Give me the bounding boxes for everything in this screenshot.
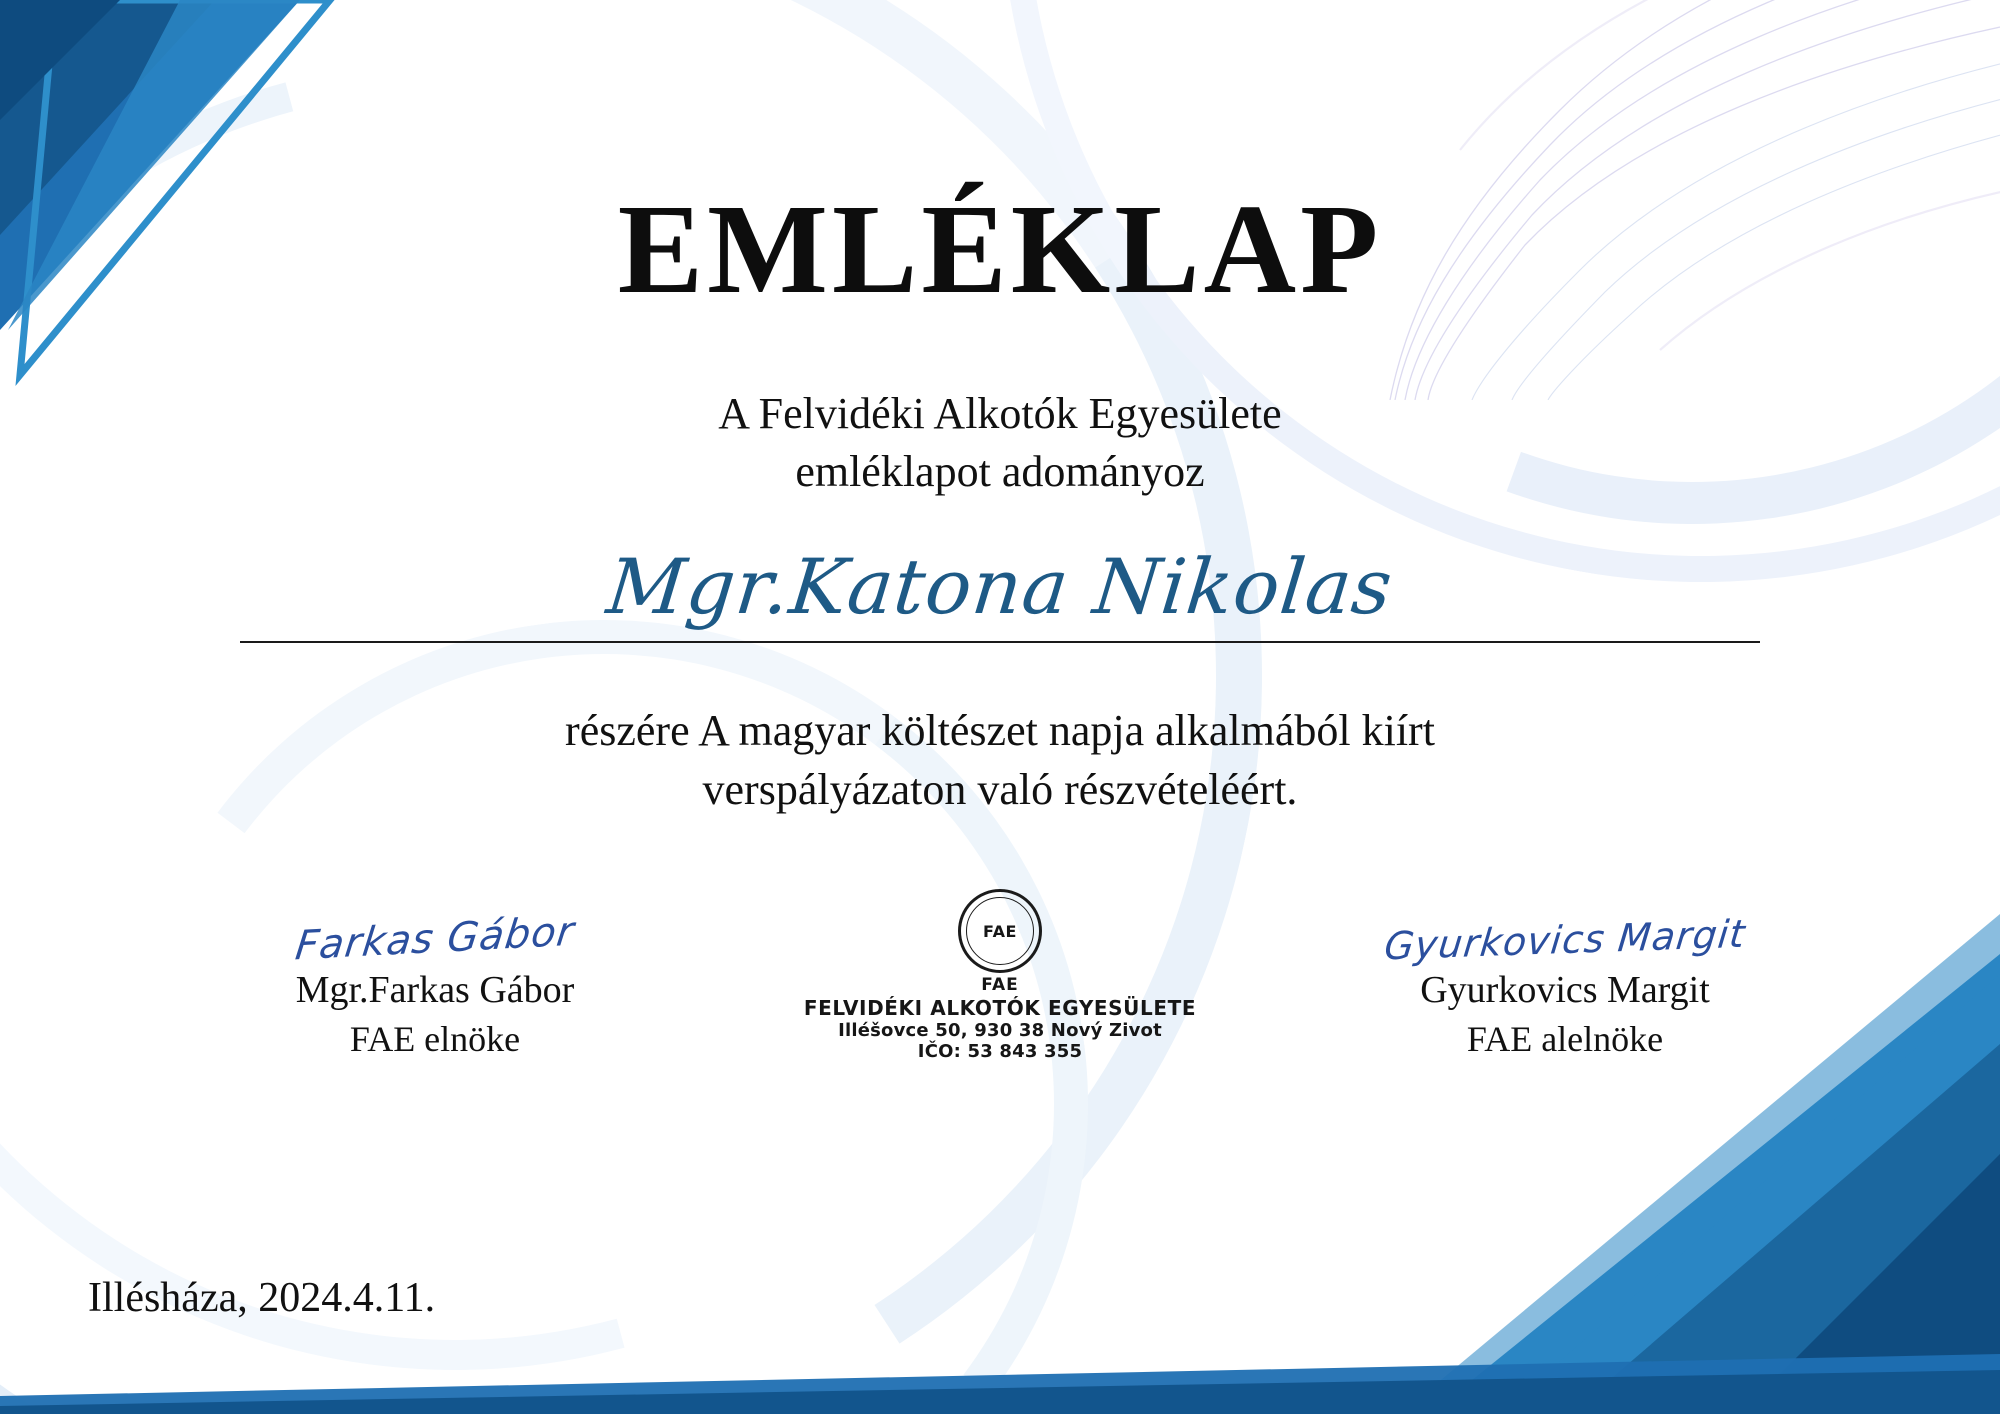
stamp-address: Illéšovce 50, 930 38 Nový Zivot (838, 1020, 1162, 1042)
recipient-block (240, 543, 1760, 642)
stamp-organization: FELVIDÉKI ALKOTÓK EGYESÜLETE (803, 996, 1197, 1021)
stamp-ico: IČO: 53 843 355 (917, 1041, 1083, 1063)
place-and-date: Illésháza, 2024.4.11. (88, 1275, 436, 1321)
signature-left-handwriting: Farkas Gábor (292, 908, 578, 970)
signature-right-handwriting: Gyurkovics Margit (1382, 911, 1748, 969)
signature-right-name: Gyurkovics Margit (1420, 969, 1710, 1012)
signature-right (1350, 911, 1780, 1062)
signature-left-name: Mgr.Farkas Gábor (295, 969, 575, 1012)
organization-stamp (790, 889, 1210, 1062)
awarding-body (718, 385, 1281, 501)
award-reason (565, 701, 1435, 820)
certificate-title: EMLÉKLAP (617, 178, 1383, 320)
signature-left (220, 908, 650, 1062)
signature-row (220, 889, 1780, 1062)
stamp-seal-icon: FAE (958, 889, 1042, 973)
signature-left-role: FAE elnöke (349, 1018, 521, 1059)
award-reason-line-1: részére A magyar költészet napja alkalmából kiírt (565, 705, 1435, 755)
award-reason-line-2: verspályázaton való részvételéért. (702, 764, 1298, 814)
awarding-body-line-2: emléklapot adományoz (795, 447, 1205, 497)
stamp-abbreviation: FAE (981, 975, 1019, 996)
awarding-body-line-1: A Felvidéki Alkotók Egyesülete (718, 389, 1282, 438)
signature-right-role: FAE alelnöke (1466, 1018, 1664, 1059)
recipient-name: Mgr.Katona Nikolas (603, 542, 1398, 632)
recipient-underline (240, 641, 1760, 643)
